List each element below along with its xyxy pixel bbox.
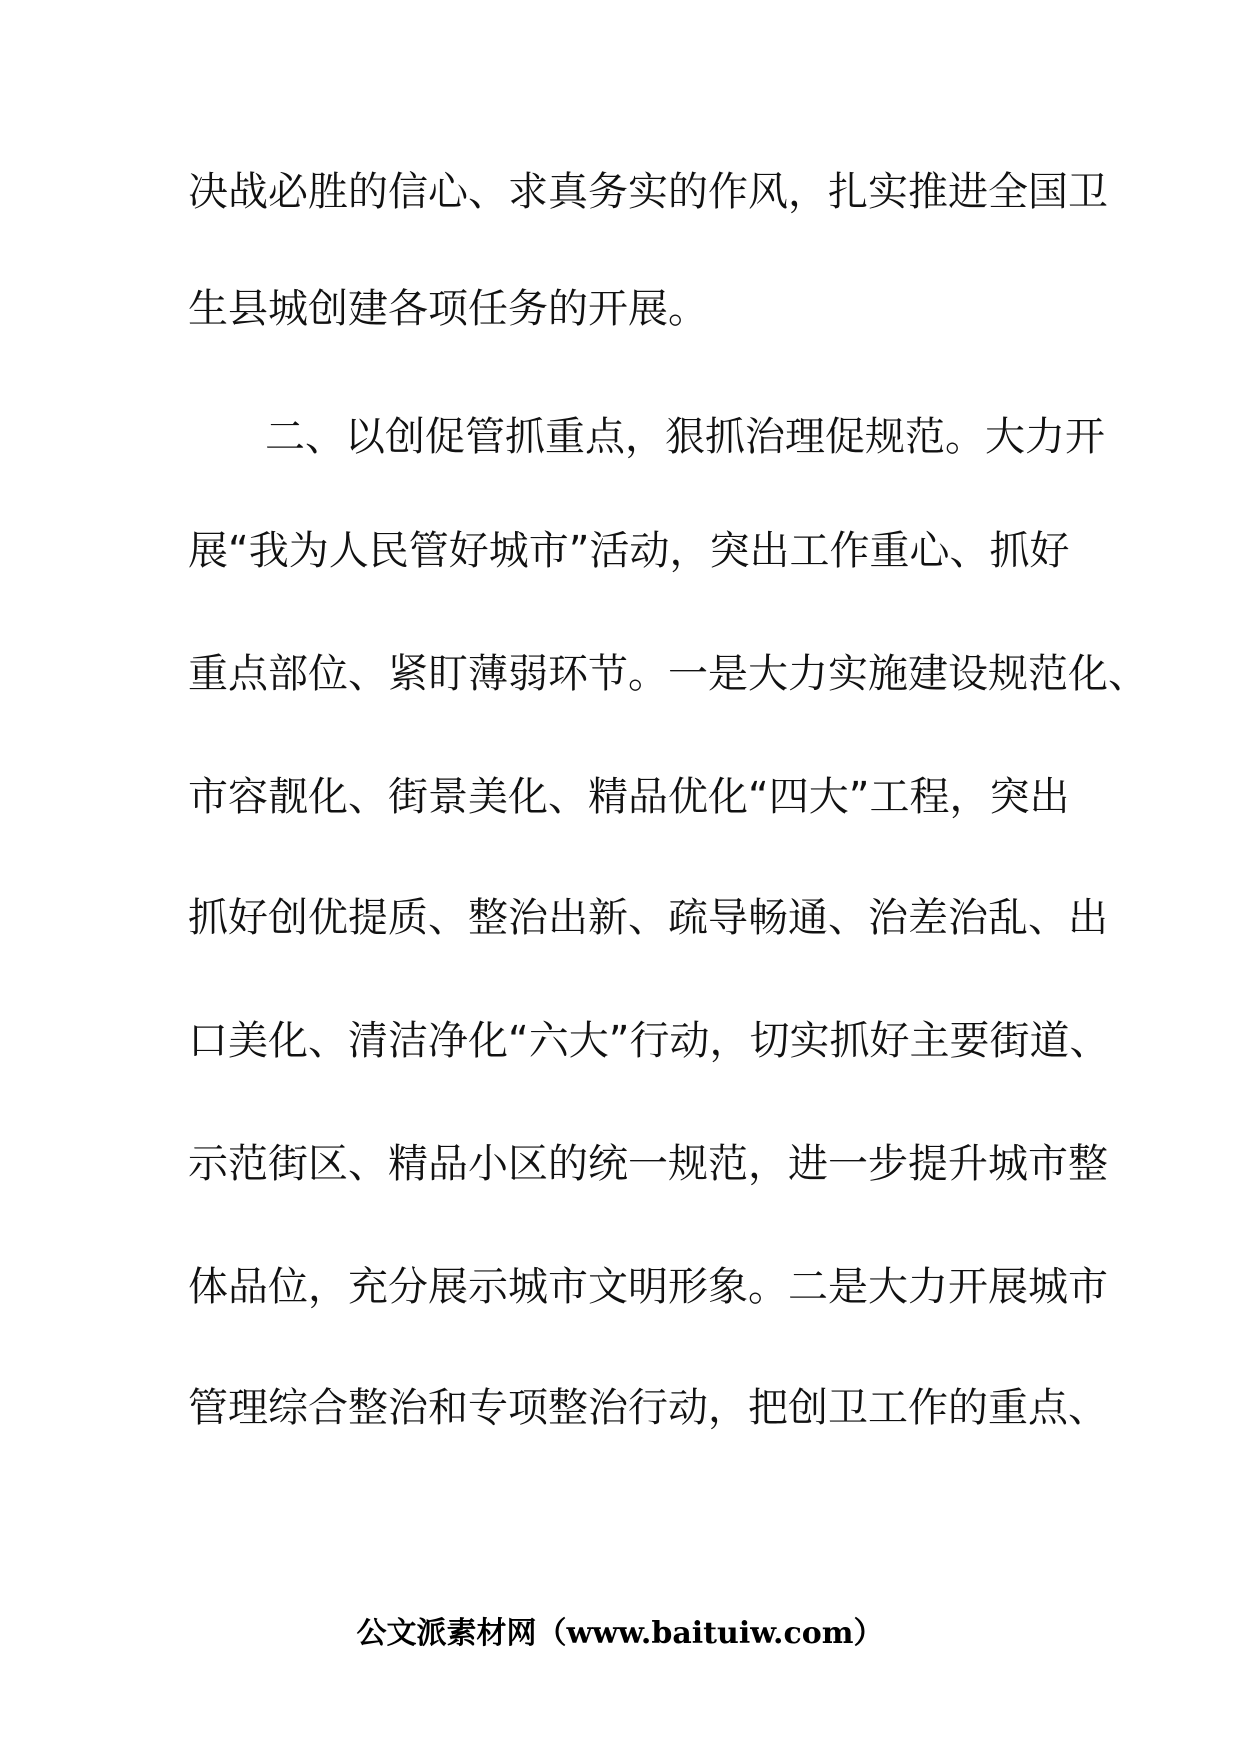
footer-watermark-text: 公文派素材网（www.baituiw.com） [356, 1616, 884, 1651]
paragraph-start-line: 二、以创促管抓重点，狠抓治理促规范。大力开 [265, 414, 1105, 460]
body-text-line-1: 决战必胜的信心、求真务实的作风，扎实推进全国卫 [188, 169, 1108, 215]
body-text-line-8: 口美化、清洁净化“六大”行动，切实抓好主要街道、 [188, 1018, 1110, 1064]
body-text-line-2: 生县城创建各项任务的开展。 [188, 286, 708, 332]
body-text-line-9: 示范街区、精品小区的统一规范，进一步提升城市整 [188, 1141, 1108, 1187]
body-text-line-6: 市容靓化、街景美化、精品优化“四大”工程，突出 [188, 774, 1070, 820]
body-text-line-11: 管理综合整治和专项整治行动，把创卫工作的重点、 [188, 1385, 1108, 1431]
body-text-line-10: 体品位，充分展示城市文明形象。二是大力开展城市 [188, 1264, 1108, 1310]
body-text-line-5: 重点部位、紧盯薄弱环节。一是大力实施建设规范化、 [188, 651, 1148, 697]
body-text-line-4: 展“我为人民管好城市”活动，突出工作重心、抓好 [188, 528, 1070, 574]
body-text-line-7: 抓好创优提质、整治出新、疏导畅通、治差治乱、出 [188, 895, 1108, 941]
